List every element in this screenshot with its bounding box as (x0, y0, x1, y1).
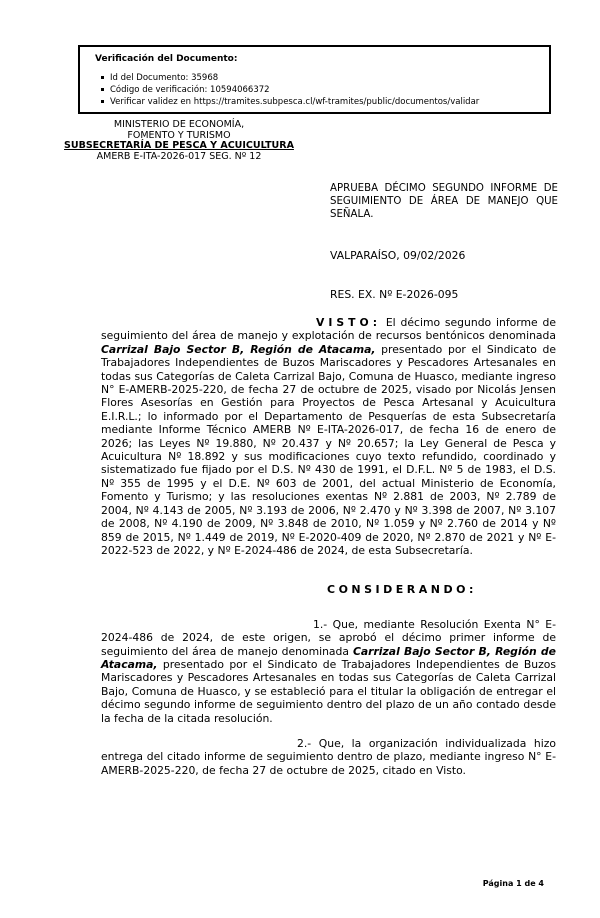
document-body (101, 316, 556, 777)
considerando1-text-after: presentado por el Sindicato de Trabajadores Independientes de Buzos Mariscadores y Pescadores Artesanales en todas sus Categorías de Caleta Carrizal Bajo, Comuna de Huasco, y se estableció para el titular la obligación de entregar el décimo segundo informe de seguimiento dentro del plazo de un año contado desde la fecha de la citada resolución. (101, 657, 556, 725)
considerando1-text-before: 1.- Que, mediante Resolución Exenta N° E-2024-486 de 2024, de este origen, se aprobó el décimo primer informe de seguimiento del área de manejo denominada (101, 617, 556, 658)
place-and-date: VALPARAÍSO, 09/02/2026 (330, 249, 466, 262)
verification-box (78, 45, 551, 114)
resolution-number: RES. EX. Nº E-2026-095 (330, 288, 459, 301)
verification-title: Verificación del Documento: (95, 54, 238, 64)
resolution-subject: APRUEBA DÉCIMO SEGUNDO INFORME DE SEGUIMIENTO DE ÁREA DE MANEJO QUE SEÑALA. (330, 183, 558, 220)
considerando-item-1 (101, 618, 556, 725)
visto-paragraph (101, 316, 556, 557)
letterhead (43, 120, 315, 162)
management-area-name: Carrizal Bajo Sector B, Región de Atacama, (101, 342, 376, 356)
management-area-name-2: Carrizal Bajo Sector B, Región de Atacama, (101, 644, 556, 671)
visto-heading: VISTO: (316, 316, 382, 329)
considerando-item-2: 2.- Que, la organización individualizada hizo entrega del citado informe de seguimiento dentro de plazo, mediante ingreso N° E-AMERB-2025-220, de fecha 27 de octubre de 2025, citado en Visto. (101, 736, 556, 777)
page-number: Página 1 de 4 (482, 879, 544, 888)
subsecretaria-name: SUBSECRETARÍA DE PESCA Y ACUICULTURA (64, 140, 294, 152)
visto-text-after: presentado por el Sindicato de Trabajadores Independientes de Buzos Mariscadores y Pescadores Artesanales en todas sus Categorías de Caleta Carrizal Bajo, Comuna de Huasco, mediante ingreso N° E-AMERB-2025-220, de fecha 27 de octubre de 2025, visado por Nicolás Jensen Flores Asesorías en Gestión para Proyectos de Pesca Artesanal y Acuicultura E.I.R.L.; lo informado por el Departamento de Pesquerías de esta Subsecretaría mediante Informe Técnico AMERB Nº E-ITA-2026-017, de fecha 16 de enero de 2026; las Leyes Nº 19.880, Nº 20.437 y Nº 20.657; la Ley General de Pesca y Acuicultura Nº 18.892 y sus modificaciones cuyo texto refundido, coordinado y sistematizado fue fijado por el D.S. Nº 430 de 1991, el D.F.L. Nº 5 de 1983, el D.S. Nº 355 de 1995 y el D.E. Nº 603 de 2001, del actual Ministerio de Economía, Fomento y Turismo; y las resoluciones exentas Nº 2.881 de 2003, Nº 2.789 de 2004, Nº 4.143 de 2005, Nº 3.193 de 2006, Nº 2.470 y Nº 3.398 de 2007, Nº 3.107 de 2008, Nº 4.190 de 2009, Nº 3.848 de 2010, Nº 1.059 y Nº 2.760 de 2014 y Nº 859 de 2015, Nº 1.449 de 2019, Nº E-2020-409 de 2020, Nº 2.870 de 2021 y Nº E-2022-523 de 2022, y Nº E-2024-486 de 2024, de esta Subsecretaría. (101, 342, 556, 557)
visto-text-before: El décimo segundo informe de seguimiento del área de manejo y explotación de recursos bentónicos denominada (101, 316, 556, 343)
verification-item-code: Código de verificación: 10594066372 (110, 84, 534, 96)
verification-item-document-id: Id del Documento: 35968 (110, 72, 534, 84)
verification-list (95, 72, 534, 108)
considerando-heading: CONSIDERANDO: (327, 583, 477, 597)
ministry-name-line2: FOMENTO Y TURISMO (127, 129, 231, 141)
verification-item-url: Verificar validez en https://tramites.subpesca.cl/wf-tramites/public/documentos/validar (110, 96, 534, 108)
file-reference: AMERB E-ITA-2026-017 SEG. Nº 12 (96, 150, 262, 162)
ministry-name-line1: MINISTERIO DE ECONOMÍA, (113, 119, 245, 130)
